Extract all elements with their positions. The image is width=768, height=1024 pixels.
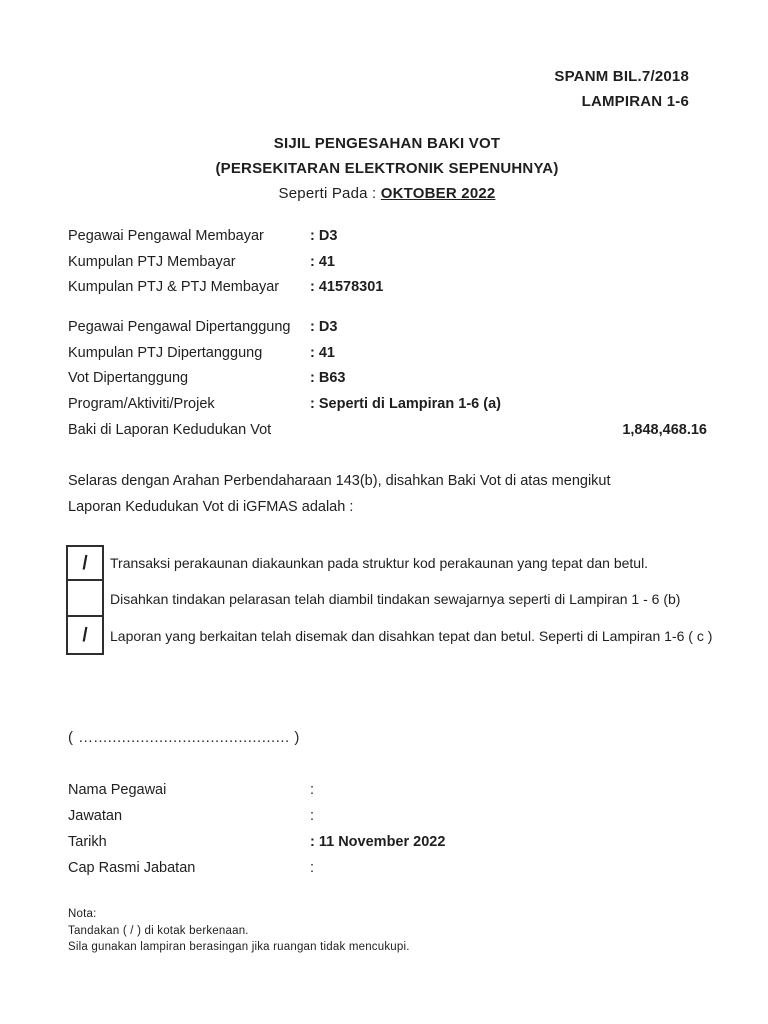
field-value: : 41 [310,344,335,361]
checkbox-checked [66,615,104,655]
field-row [68,392,707,418]
form-title-period-line [68,181,706,206]
field-label: Cap Rasmi Jabatan [68,860,196,876]
field-row [68,224,707,250]
field-label: Pegawai Pengawal Membayar [68,228,264,244]
signature-line: ( ….......................................... ) [68,729,300,746]
confirmation-statement [68,468,708,520]
field-value: : [310,808,315,824]
field-label: Program/Aktiviti/Projek [68,396,215,413]
nota-heading: Nota: [68,908,97,920]
checkbox-checked [66,545,104,581]
field-row [68,829,707,855]
nota-line2: Sila gunakan lampiran berasingan jika ruangan tidak mencukupi. [68,941,410,953]
field-value: : D3 [310,319,338,335]
field-value: : B63 [310,370,346,387]
vote-balance-label: Baki di Laporan Kedudukan Vot [68,422,272,438]
checklist-item-text: Laporan yang berkaitan telah disemak dan disahkan tepat dan betul. Seperti di Lampiran 1-6 ( c ) [110,628,713,644]
nota-footer [68,906,410,956]
vote-balance-amount: 1,848,468.16 [622,422,707,438]
charged-officer-fields [68,315,707,418]
checklist-item [66,617,728,655]
check-mark: / [82,624,88,646]
statement-line2: Laporan Kedudukan Vot di iGFMAS adalah : [68,499,354,515]
field-label: Kumpulan PTJ Dipertanggung [68,344,263,361]
form-reference [554,64,689,114]
field-value: : 41 [310,253,335,270]
field-row [68,855,707,881]
checklist [66,545,728,655]
field-label: Kumpulan PTJ & PTJ Membayar [68,279,280,296]
field-value: : 41578301 [310,279,384,296]
checklist-item [66,545,728,581]
field-label: Vot Dipertanggung [68,370,189,387]
field-label: Kumpulan PTJ Membayar [68,253,236,270]
field-row [68,250,707,276]
form-ref-number: SPANM BIL.7/2018 [554,68,689,85]
field-row [68,366,707,392]
field-value: : [310,782,315,798]
checklist-item-text: Transaksi perakaunan diakaunkan pada struktur kod perakaunan yang tepat dan betul. [110,555,649,571]
form-title-line1: SIJIL PENGESAHAN BAKI VOT [273,135,501,152]
check-mark: / [82,552,88,574]
field-row [68,803,707,829]
field-label: Jawatan [68,808,123,824]
checklist-item [66,581,728,617]
field-label: Pegawai Pengawal Dipertanggung [68,319,291,335]
field-row [68,315,707,341]
nota-line1: Tandakan ( / ) di kotak berkenaan. [68,924,249,937]
field-row [68,341,707,367]
as-at-label: Seperti Pada : [278,185,381,202]
field-label: Nama Pegawai [68,782,167,798]
checklist-item-text: Disahkan tindakan pelarasan telah diambil tindakan sewajarnya seperti di Lampiran 1 - 6 (b) [110,591,681,607]
field-row [68,275,707,301]
officer-details [68,777,707,881]
statement-line1: Selaras dengan Arahan Perbendaharaan 143(b), disahkan Baki Vot di atas mengikut [68,473,611,489]
paying-officer-fields [68,224,707,301]
field-value: : 11 November 2022 [310,834,446,850]
form-title-line2: (PERSEKITARAN ELEKTRONIK SEPENUHNYA) [215,160,559,177]
as-at-period: OKTOBER 2022 [380,185,496,202]
form-title-block [68,131,706,206]
checkbox-empty [66,579,104,617]
vote-balance-row [68,417,707,443]
field-row [68,777,707,803]
field-value: : Seperti di Lampiran 1-6 (a) [310,396,501,413]
field-value: : [310,860,315,876]
form-attachment-label: LAMPIRAN 1-6 [581,93,689,110]
field-value: : D3 [310,228,338,244]
field-label: Tarikh [68,834,107,850]
